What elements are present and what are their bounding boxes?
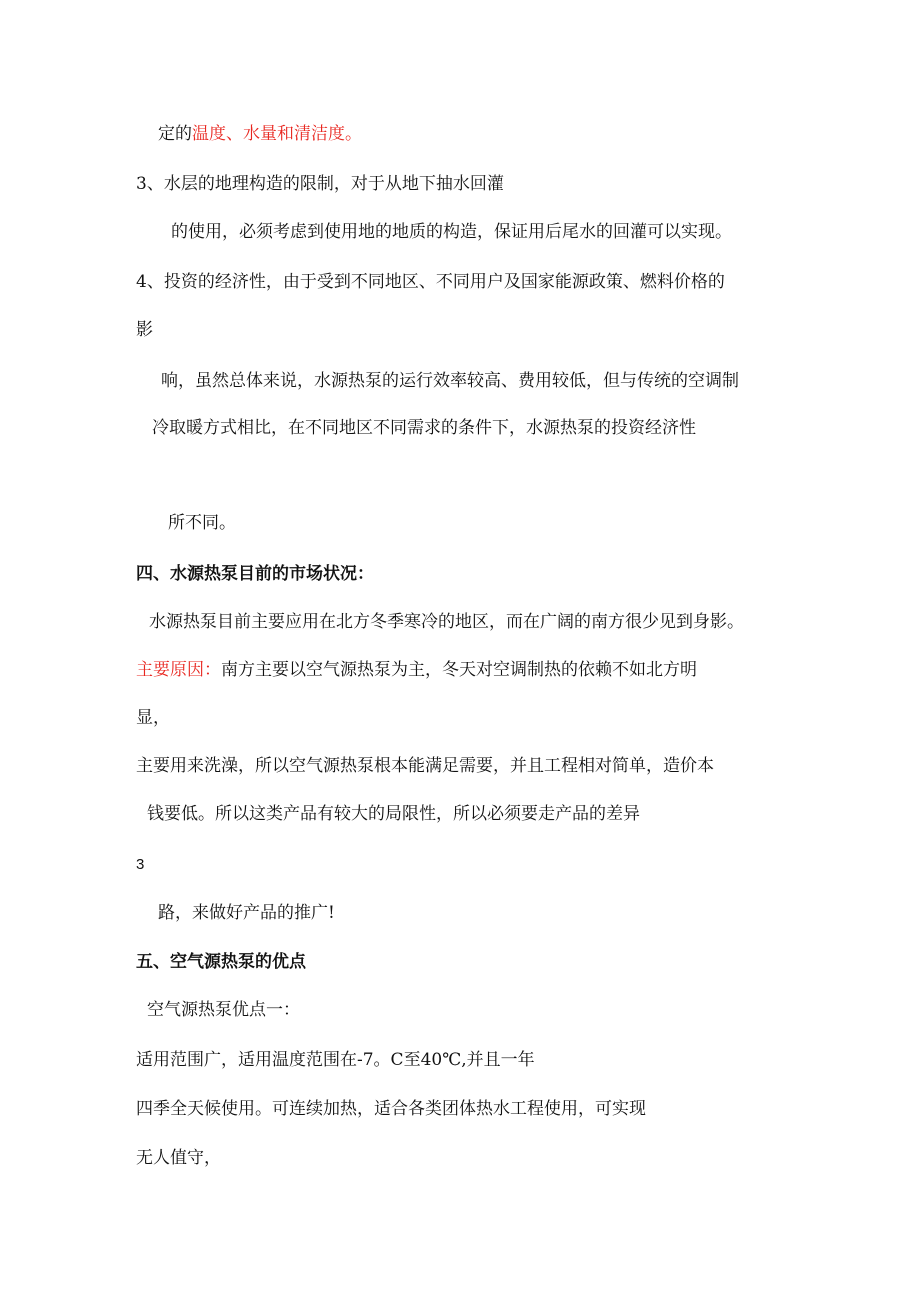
text-line-16: 路，来做好产品的推广! — [158, 903, 335, 923]
text-line-11 — [136, 658, 697, 682]
section-heading-4: 四、水源热泵目前的市场状况： — [136, 564, 374, 584]
text-line-7: 冷取暖方式相比，在不同地区不同需求的条件下，水源热泵的投资经济性 — [152, 418, 696, 438]
text-line-8: 所不同。 — [168, 513, 236, 533]
text-line-19: 适用范围广，适用温度范围在-7。C至40℃,并且一年 — [136, 1050, 535, 1070]
text-line-4: 4、投资的经济性，由于受到不同地区、不同用户及国家能源政策、燃料价格的 — [136, 272, 725, 292]
section-heading-5: 五、空气源热泵的优点 — [136, 952, 306, 972]
text-line-2: 3、水层的地理构造的限制，对于从地下抽水回灌 — [136, 174, 504, 194]
highlighted-text: 温度、水量和清洁度。 — [192, 124, 362, 144]
text-line-6: 响，虽然总体来说，水源热泵的运行效率较高、费用较低，但与传统的空调制 — [161, 371, 739, 391]
text-line-10: 水源热泵目前主要应用在北方冬季寒冷的地区，而在广阔的南方很少见到身影。 — [149, 612, 744, 632]
text-line-1 — [158, 122, 362, 146]
text-line-21: 无人值守， — [136, 1148, 221, 1168]
highlighted-text: 主要原因： — [136, 660, 221, 680]
text-line-20: 四季全天候使用。可连续加热，适合各类团体热水工程使用，可实现 — [136, 1099, 646, 1119]
text-line-3: 的使用，必须考虑到使用地的地质的构造，保证用后尾水的回灌可以实现。 — [171, 222, 732, 242]
text-span: 南方主要以空气源热泵为主，冬天对空调制热的依赖不如北方明 — [221, 660, 697, 680]
text-line-14: 钱要低。所以这类产品有较大的局限性，所以必须要走产品的差异 — [147, 804, 640, 824]
text-line-18: 空气源热泵优点一： — [147, 1000, 300, 1020]
text-line-12: 显， — [136, 708, 170, 728]
text-line-5: 影 — [136, 320, 153, 340]
page-number: 3 — [136, 856, 145, 873]
text-line-13: 主要用来洗澡，所以空气源热泵根本能满足需要，并且工程相对简单，造价本 — [136, 756, 714, 776]
text-span: 定的 — [158, 124, 192, 144]
